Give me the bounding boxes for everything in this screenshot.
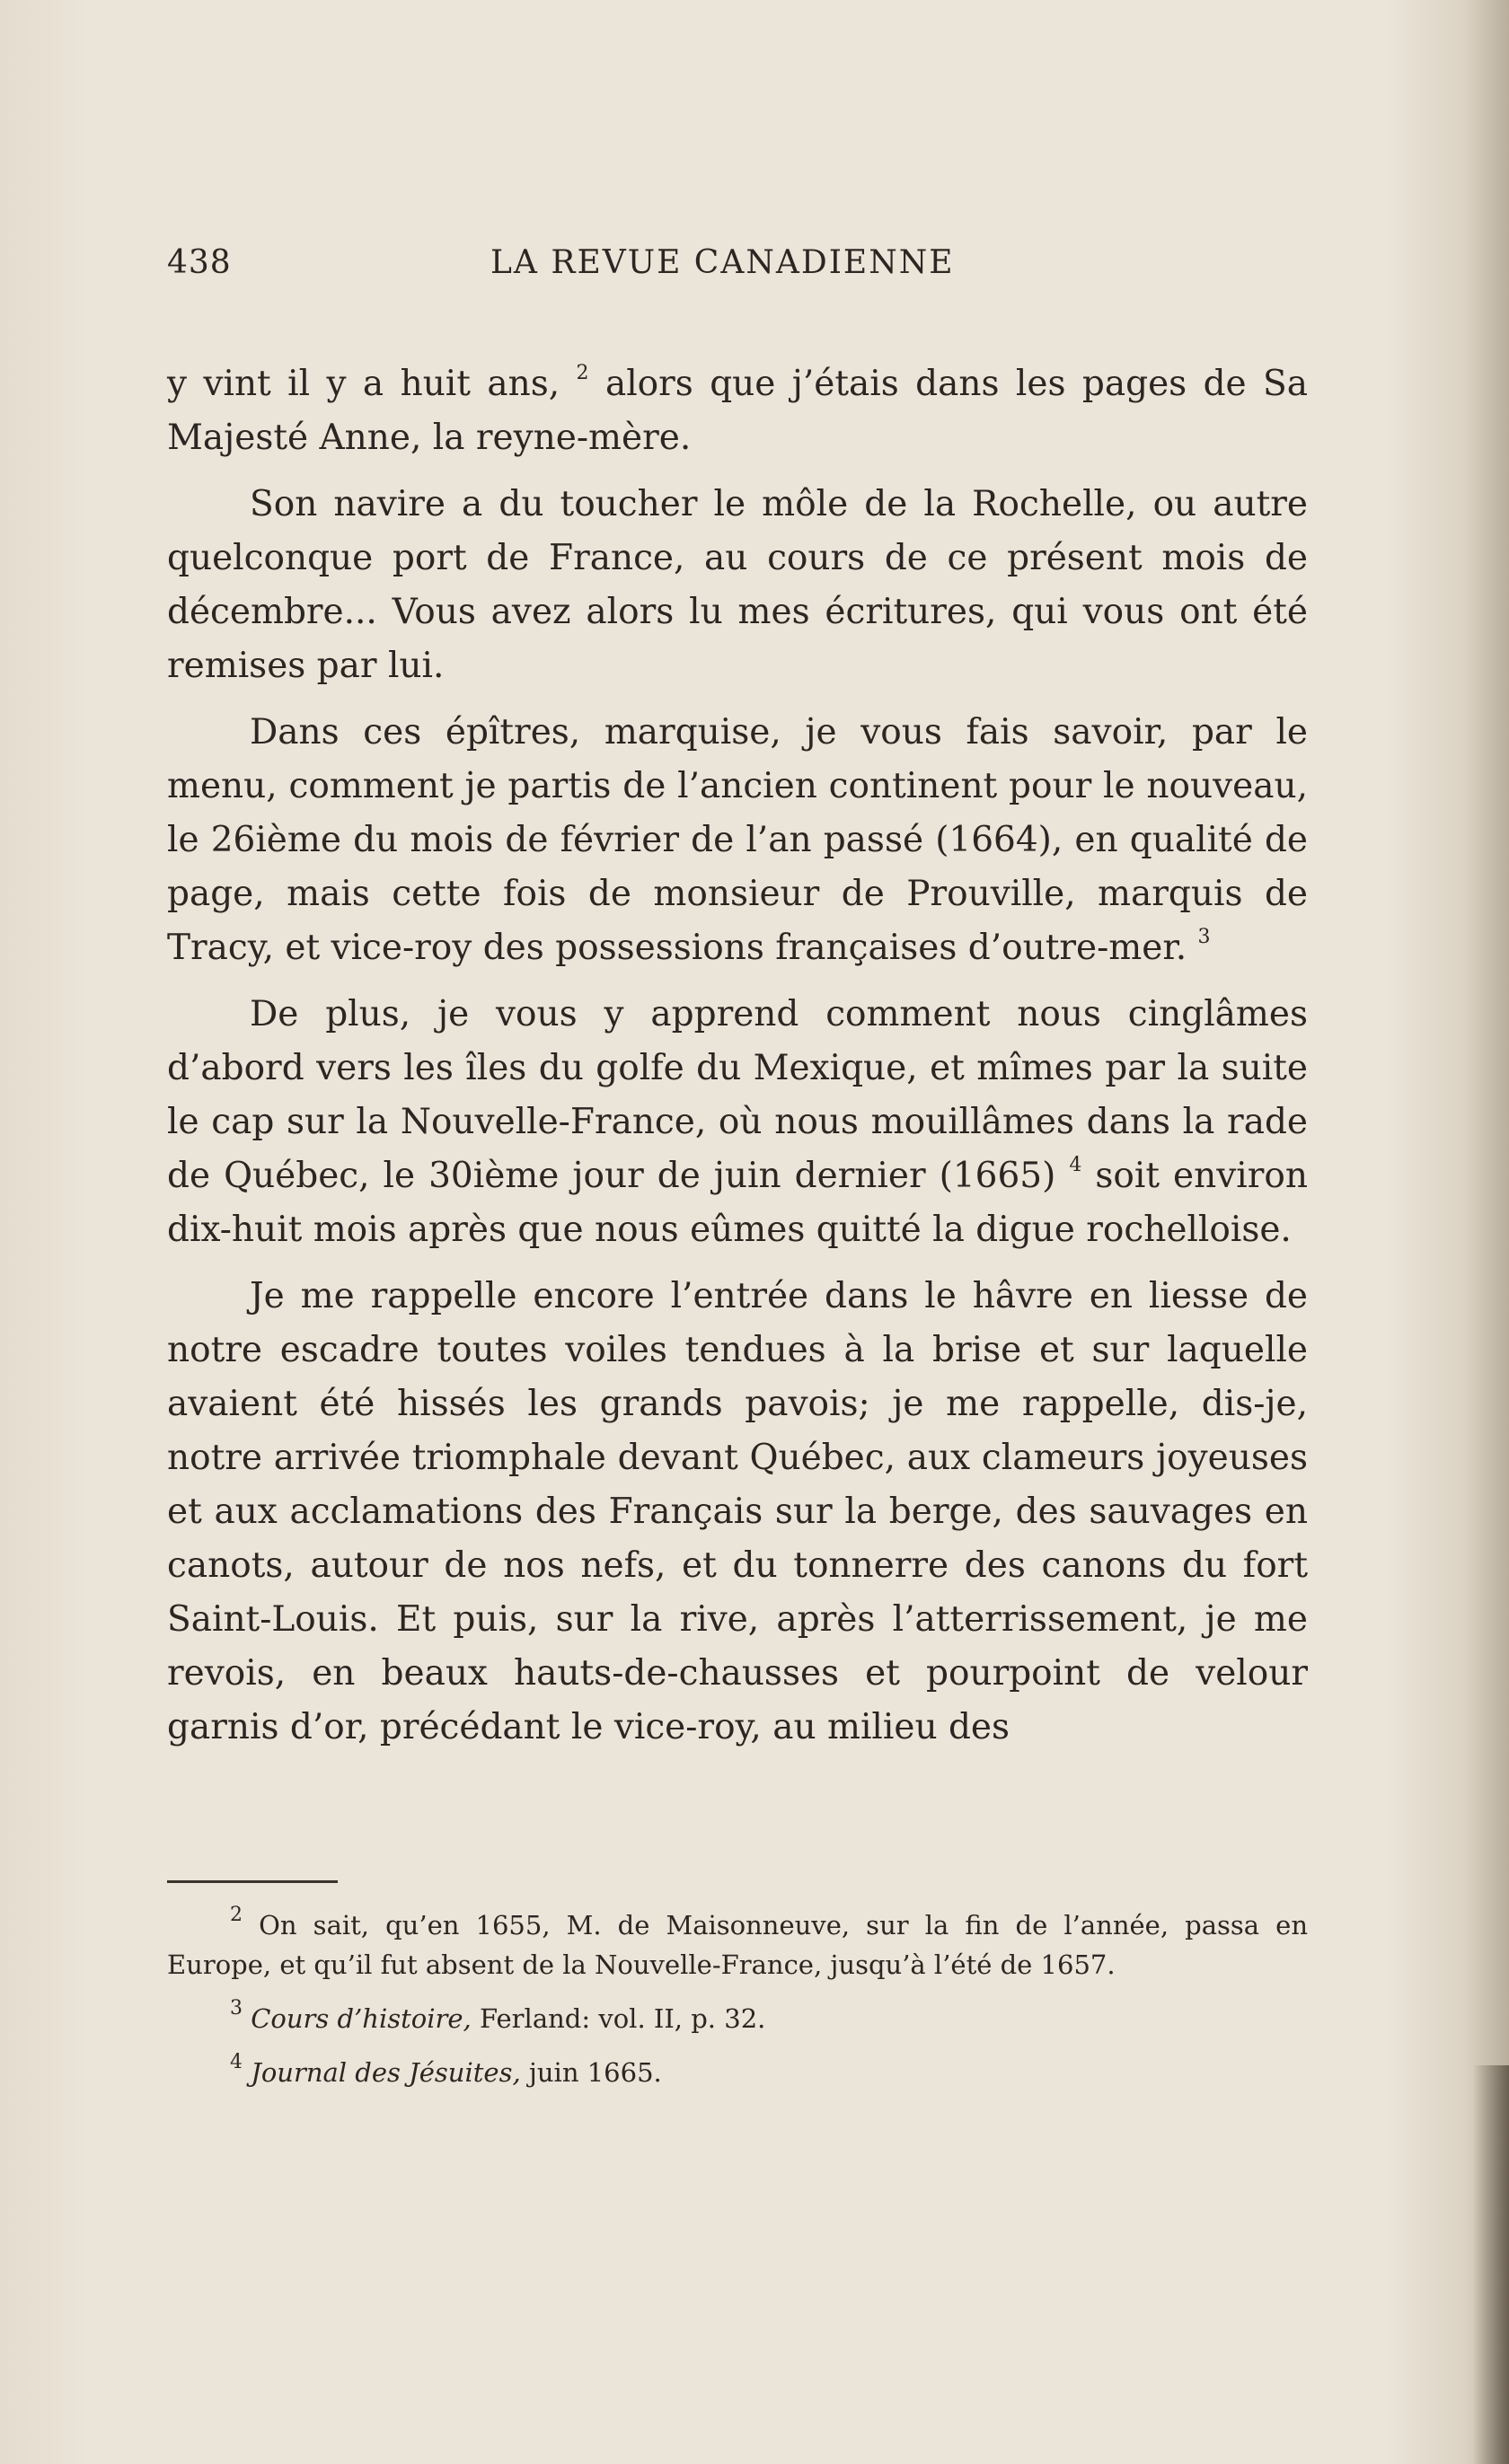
page-number: 438 (167, 244, 232, 281)
footnote-2-mark: 2 (230, 1904, 243, 1927)
footnote-4-rest: juin 1665. (520, 2057, 662, 2088)
footnote-4-title: Journal des Jésuites, (251, 2057, 521, 2088)
paragraph-4-text: De plus, je vous y apprend comment nous cinglâmes d’abord vers les îles du golfe du Mexique, et mîmes par la suite le cap sur la Nouvelle-France, où nous mouillâmes dans la rade de Québec, le 30ième jour de juin dernier (1665) (167, 994, 1308, 1196)
paragraph-2: Son navire a du toucher le môle de la Rochelle, ou autre quelconque port de France, au cours de ce présent mois de décembre... Vous avez alors lu mes écritures, qui vous ont été remises par lui. (167, 484, 1308, 686)
paragraph-1-text: y vint il y a huit ans, (167, 364, 560, 404)
footnote-ref-2: 2 (576, 362, 589, 384)
footnote-rule (167, 1880, 338, 1883)
footnote-2 (167, 1905, 1308, 1984)
paragraph-5: Je me rappelle encore l’entrée dans le hâvre en liesse de notre escadre toutes voiles tendues à la brise et sur laquelle avaient été hissés les grands pavois; je me rappelle, dis-je, notre arrivée triomphale devant Québec, aux clameurs joyeuses et aux acclamations des Français sur la berge, des sauvages en canots, autour de nos nefs, et du tonnerre des canons du fort Saint-Louis. Et puis, sur la rive, après l’atterrissement, je me revois, en beaux hauts-de-chausses et pourpoint de velour garnis d’or, précédant le vice-roy, au milieu des (167, 1276, 1308, 1747)
paragraph-4-rest: soit environ dix-huit mois après que nous eûmes quitté la digue rochelloise. (167, 1156, 1308, 1250)
paragraph-1-rest: alors que j’étais dans les pages de Sa Majesté Anne, la reyne-mère. (167, 364, 1308, 458)
paragraph-4 (167, 988, 1308, 1257)
footnotes (167, 1905, 1308, 2107)
footnote-3-title: Cours d’histoire, (251, 2003, 472, 2034)
footnote-4 (167, 2053, 1308, 2092)
paragraph-1 (167, 357, 1308, 465)
footnote-ref-3: 3 (1197, 926, 1211, 948)
running-title: LA REVUE CANADIENNE (490, 244, 955, 281)
body-text (167, 357, 1308, 1767)
footnote-3-rest: Ferland: vol. II, p. 32. (471, 2003, 766, 2034)
paragraph-3-text: Dans ces épîtres, marquise, je vous fais savoir, par le menu, comment je partis de l’ancien continent pour le nouveau, le 26ième du mois de février de l’an passé (1664), en qualité de page, mais cette fois de monsieur de Prouville, marquis de Tracy, et vice-roy des possessions françaises d’outre-mer. (167, 712, 1308, 968)
footnote-2-text: On sait, qu’en 1655, M. de Maisonneuve, sur la fin de l’année, passa en Europe, et qu’il fut absent de la Nouvelle-France, jusqu’à l’été de 1657. (167, 1910, 1309, 1980)
page-header (167, 244, 1308, 289)
paragraph-3 (167, 706, 1308, 975)
footnote-3 (167, 1999, 1308, 2038)
footnote-4-mark: 4 (230, 2051, 243, 2074)
spine-shadow (1473, 2065, 1509, 2464)
footnote-3-mark: 3 (230, 1997, 243, 2020)
footnote-ref-4: 4 (1069, 1154, 1082, 1176)
